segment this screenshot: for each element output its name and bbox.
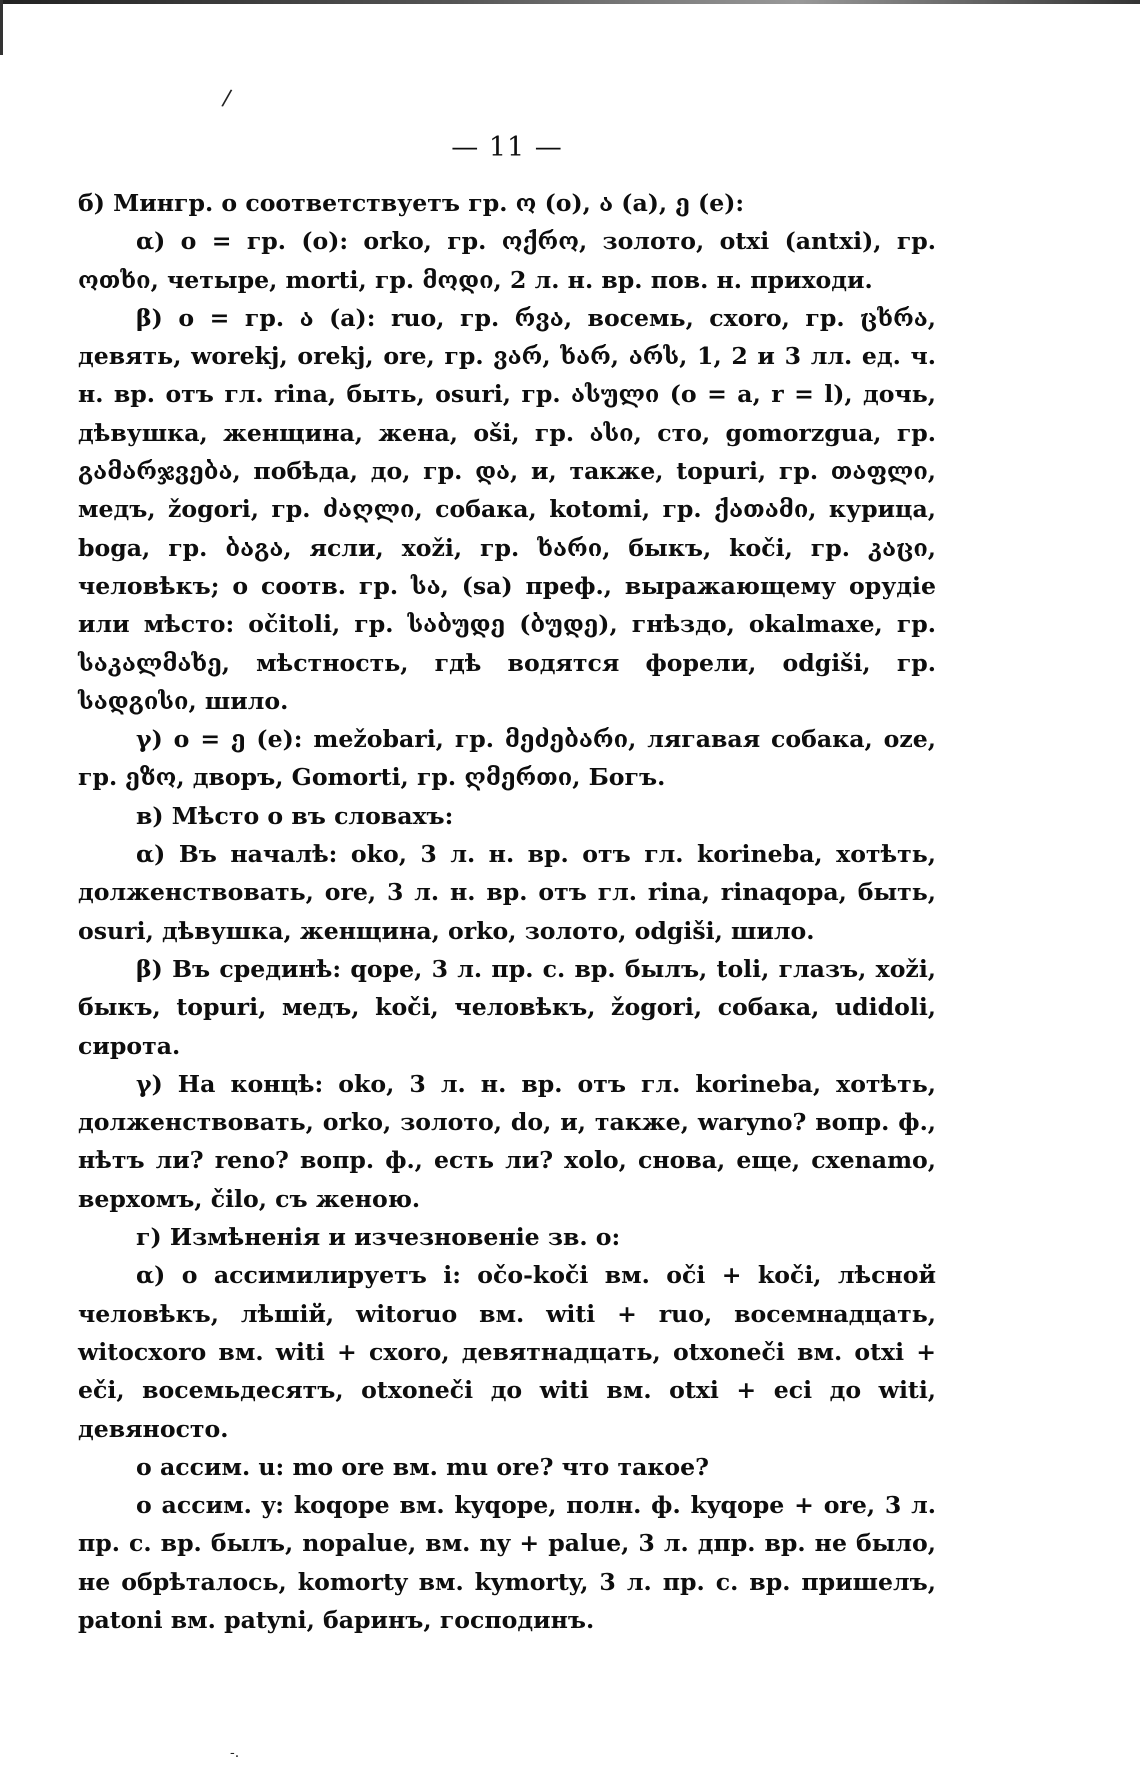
paragraph: o ассим. y: koqope вм. kyqope, полн. ф. kyqope + ore, 3 л. пр. с. вр. былъ, nopalue, вм. ny + palue, 3 л. дпр. вр. не было, не обрѣталось, komorty вм. kymorty, 3 л. пр. с. вр. пришелъ, patoni вм. patyni, баринъ, господинъ. — [78, 1491, 936, 1634]
paragraph: α) o ассимилируетъ i: očo-koči вм. oči + koči, лѣсной человѣкъ, лѣшій, witoruo вм. witi + ruo, восемнадцать, witocxoro вм. witi + cxoro, девятнадцать, otxoneči вм. otxi + eči, восемьдесятъ, otxoneči до witi вм. otxi + eci до witi, девяносто. — [78, 1261, 936, 1443]
scan-speck: / — [220, 85, 233, 112]
scan-speck: -. — [230, 1745, 240, 1761]
body-text — [78, 184, 936, 1639]
scan-left-border — [0, 0, 3, 55]
scan-top-border — [0, 0, 1140, 4]
paragraph: α) o = гр. (o): orko, гр. ოქრო, золото, otxi (antxi), гр. ოთხი, четыре, morti, гр. მოდი, 2 л. н. вр. пов. н. приходи. — [78, 227, 936, 294]
paragraph: γ) На концѣ: oko, 3 л. н. вр. отъ гл. korineba, хотѣть, долженствовать, orko, золото, do, и, также, waryno? вопр. ф., нѣтъ ли? reno? вопр. ф., есть ли? xolo, снова, еще, cxenamo, верхомъ, čilo, съ женою. — [78, 1069, 936, 1213]
paragraph: β) Въ срединѣ: qope, 3 л. пр. с. вр. былъ, toli, глазъ, xoži, быкъ, topuri, медъ, koči, человѣкъ, žogori, собака, udidoli, сирота. — [78, 954, 936, 1060]
paragraph: в) Мѣсто o въ словахъ: — [136, 801, 454, 830]
paragraph: γ) o = ე (e): mežobari, гр. მეძებარი, лягавая собака, oze, гр. ეზო, дворъ, Gomorti, гр. ღმერთი, Богъ. — [78, 725, 936, 792]
page-number: — 11 — — [451, 132, 563, 163]
paragraph: г) Измѣненія и изчезновеніе зв. o: — [136, 1223, 621, 1252]
paragraph: б) Мингр. o соответствуетъ гр. ო (o), ა (a), ე (e): — [78, 189, 745, 217]
paragraph: β) o = гр. ა (a): ruo, гр. რვა, восемь, cxoro, гр. ცხრა, девять, worekj, orekj, ore, гр. ვარ, ხარ, არს, 1, 2 и 3 лл. ед. ч. н. вр. отъ гл. rina, быть, osuri, гр. ასული (o = a, r = l), дочь, дѣвушка, женщина, жена, oši, гр. ასი, сто, gomorzgua, гр. გამარჯვება, побѣда, до, гр. და, и, также, topuri, гр. თაფლი, медъ, žogori, гр. ძაღლი, собака, kotomi, гр. ქათამი, курица, boga, гр. ბაგა, ясли, xoži, гр. ხარი, быкъ, koči, гр. კაცი, человѣкъ; o соотв. гр. სა, (sa) преф., выражающему орудіе или мѣсто: očitoli, гр. საბუდე (ბუდე), гнѣздо, okalmaxe, гр. საკალმახე, мѣстность, гдѣ водятся форели, odgiši, гр. სადგისი, шило. — [78, 303, 936, 715]
paragraph: o ассим. u: mo ore вм. mu ore? что такое? — [136, 1452, 710, 1481]
paragraph: α) Въ началѣ: oko, 3 л. н. вр. отъ гл. korineba, хотѣть, долженствовать, ore, 3 л. н. вр. отъ гл. rina, rinaqopa, быть, osuri, дѣвушка, женщина, orko, золото, odgiši, шило. — [78, 840, 936, 945]
